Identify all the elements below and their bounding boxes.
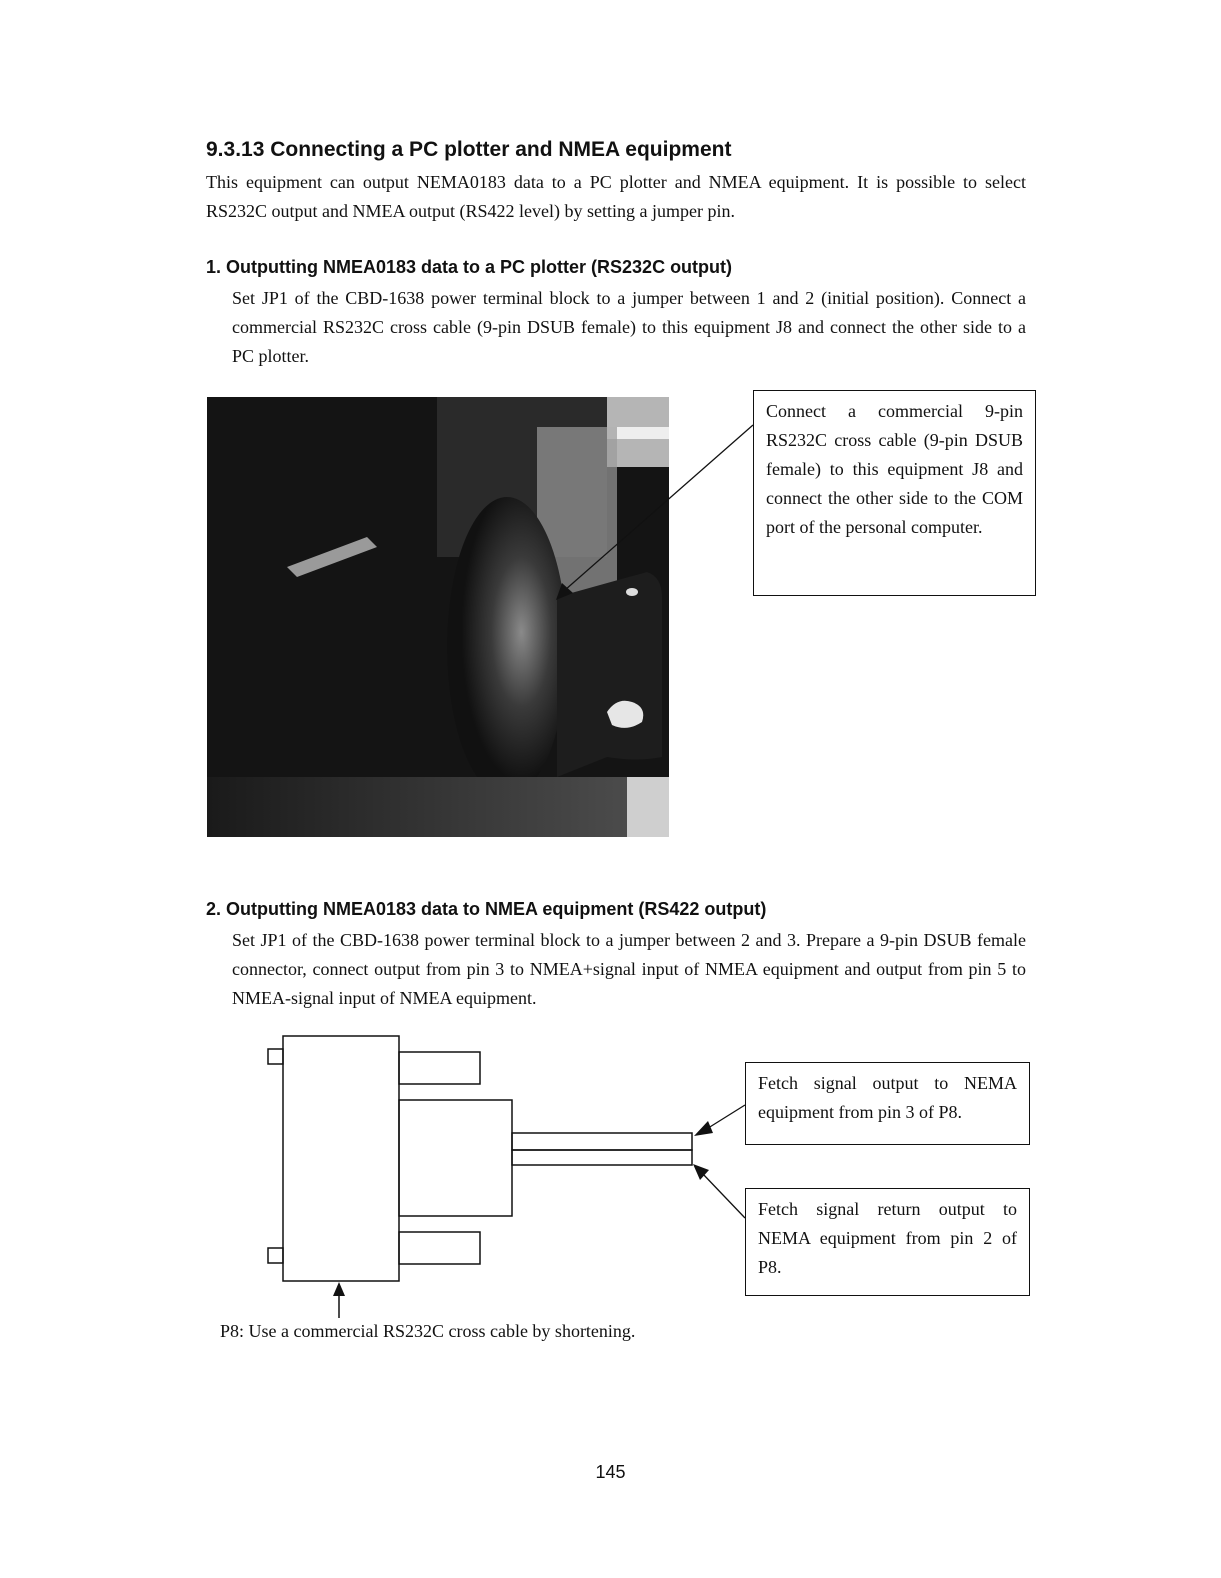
section-title: 9.3.13 Connecting a PC plotter and NMEA equipment [206,138,732,161]
pin3-leader-line [705,1105,745,1130]
pin2-callout: Fetch signal return output to NEMA equipment from pin 2 of P8. [745,1188,1030,1296]
p8-caption: P8: Use a commercial RS232C cross cable by shortening. [220,1321,636,1341]
photo-callout: Connect a commercial 9-pin RS232C cross cable (9-pin DSUB female) to this equipment J8 and connect the other side to the COM port of the personal computer. [753,390,1036,596]
pin2-leader-line [702,1173,745,1218]
item1-paragraph: Set JP1 of the CBD-1638 power terminal block to a jumper between 1 and 2 (initial position). Connect a commercial RS232C cross cable (9-pin DSUB female) to this equipment J8 and connect the other side to a PC plotter. [232,288,1026,366]
item1-heading: 1. Outputting NMEA0183 data to a PC plotter (RS232C output) [206,257,733,277]
photo-leader-line [565,425,753,590]
intro-paragraph: This equipment can output NEMA0183 data to a PC plotter and NMEA equipment. It is possible to select RS232C output and NMEA output (RS422 level) by setting a jumper pin. [206,172,1026,221]
p8-arrow-head [333,1282,345,1296]
pin3-callout: Fetch signal output to NEMA equipment from pin 3 of P8. [745,1062,1030,1145]
page-number: 145 [595,1462,626,1482]
item2-paragraph: Set JP1 of the CBD-1638 power terminal block to a jumper between 2 and 3. Prepare a 9-pin DSUB female connector, connect output from pin 3 to NMEA+signal input of NMEA equipment and output from pin 5 to NMEA-signal input of NMEA equipment. [232,930,1026,1008]
pin3-arrow-head [694,1121,713,1136]
item2-heading: 2. Outputting NMEA0183 data to NMEA equipment (RS422 output) [206,899,767,919]
connector-shape [268,1036,692,1281]
